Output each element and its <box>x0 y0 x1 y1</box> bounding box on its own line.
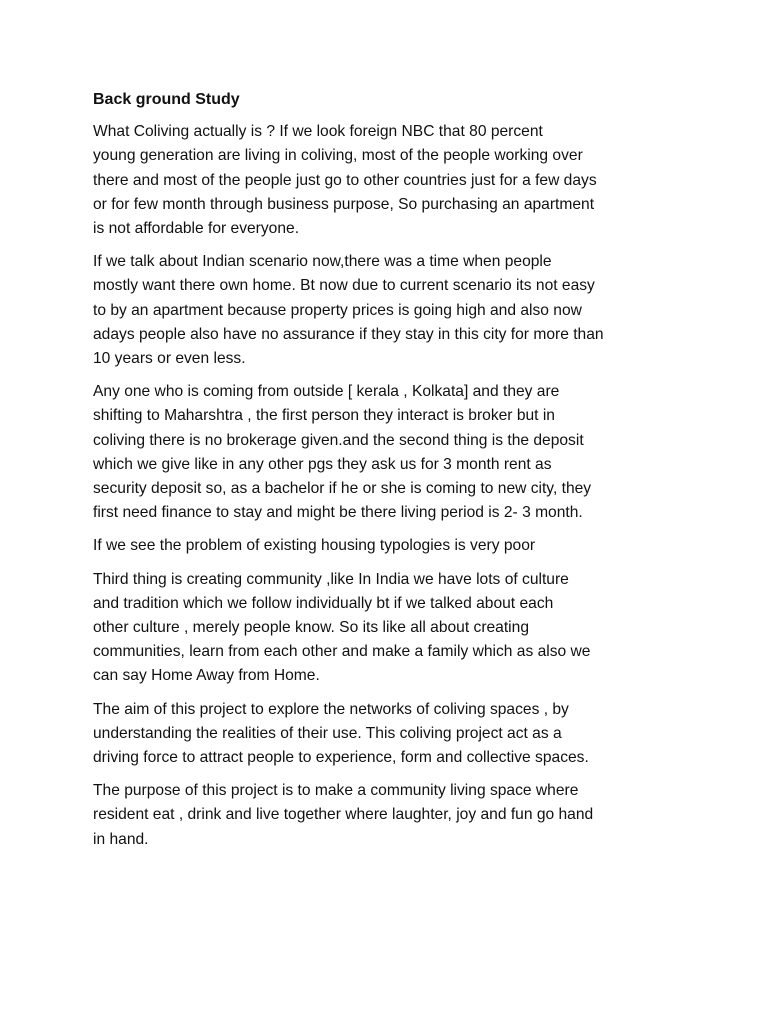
paragraph-3: Any one who is coming from outside [ kerala , Kolkata] and they are shifting to Maharshtra , the first person they interact is broker but in coliving there is no brokerage given.and the second thing is the deposit which we give like in any other pgs they ask us for 3 month rent as security deposit so, as a bachelor if he or she is coming to new city, they first need finance to stay and might be there living period is 2- 3 month. <box>93 383 592 522</box>
paragraph-2: If we talk about Indian scenario now,there was a time when people mostly want there own home. Bt now due to current scenario its not easy to by an apartment because property prices is going high and also now adays people also have no assurance if they stay in this city for more than 10 years or even less. <box>93 253 604 368</box>
paragraph-4: If we see the problem of existing housing typologies is very poor <box>93 537 536 555</box>
paragraph-1: What Coliving actually is ? If we look foreign NBC that 80 percent young generation are living in coliving, most of the people working over there and most of the people just go to other countries just for a few days or for few month through business purpose, So purchasing an apartment is not affordable for everyone. <box>93 123 597 238</box>
paragraph-6: The aim of this project to explore the networks of coliving spaces , by understanding the realities of their use. This coliving project act as a driving force to attract people to experience, form and collective spaces. <box>93 700 589 767</box>
document-body <box>93 88 683 861</box>
document-heading: Back ground Study <box>93 91 240 108</box>
paragraph-5: Third thing is creating community ,like In India we have lots of culture and tradition which we follow individually bt if we talked about each other culture , merely people know. So its like all about creating communities, learn from each other and make a family which as also we can say Home Away from Home. <box>93 570 591 685</box>
paragraph-7: The purpose of this project is to make a community living space where resident eat , drink and live together where laughter, joy and fun go hand in hand. <box>93 782 594 848</box>
